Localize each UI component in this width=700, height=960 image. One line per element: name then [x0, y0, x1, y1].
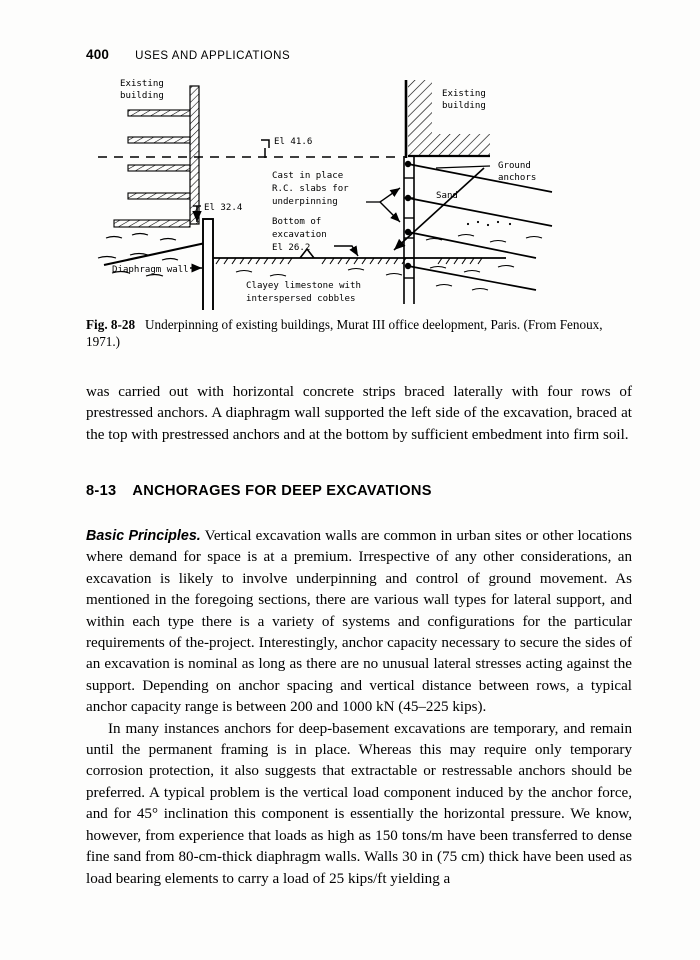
underpinning-diagram [86, 72, 626, 310]
bottom-excavation-line3: El 26.2 [272, 243, 311, 253]
basic-principles-text: Vertical excavation walls are common in urban sites or other locations where demand for space is at a premium. Irrespective of any other considerations, an excavation is likely to involve underpinning and control of ground movement. As mentioned in the foregoing sections, there are various wall types for lateral support, and within each type there is a variety of systems and configurations for the particular requirements of the-project. Interestingly, anchor capacity necessary to secure the sides of an excavation is nominal as long as there are no unusual lateral stresses acting against the support. Depending on anchor spacing and vertical distance between rows, a typical anchor capacity range is between 200 and 1000 kN (45–225 kips). [86, 528, 632, 716]
left-base-slab [114, 220, 190, 227]
cast-in-place-leader-up [380, 188, 400, 202]
ground-anchor [408, 266, 536, 290]
left-floor-slab [128, 110, 190, 116]
cast-in-place-group [272, 171, 400, 222]
anchor-head [405, 263, 411, 269]
left-building-label-line1: Existing [120, 79, 164, 89]
left-floor-slab [128, 193, 190, 199]
rock-hatch-ticks [216, 258, 482, 264]
main-body-block [86, 526, 632, 890]
left-floor-slab [128, 137, 190, 143]
cast-in-place-leader-down [380, 202, 400, 222]
clayey-limestone-line1: Clayey limestone with [246, 281, 361, 291]
anchors-temporary-paragraph: In many instances anchors for deep-basement excavations are temporary, and remain until the permanent framing is in place. Whereas this may require only temporary corrosion protection, it also suggests that extractable or restressable anchors should be preferred. A typical problem is the vertical load component induced by the anchor force, and for 45° inclination this component is essentially the horizontal pressure. We know, however, from experience that loads as high as 150 tons/m have been transferred to dense fine sand from 80-cm-thick diaphragm walls. Walls 30 in (75 cm) thick have been used as load bearing elements to carry a load of 25 kips/ft yielding a [86, 720, 632, 887]
running-head-title: USES AND APPLICATIONS [135, 50, 291, 62]
el-324-label: El 32.4 [204, 203, 243, 213]
ground-anchors-label-line1: Ground [498, 161, 531, 171]
ground-anchors-leader-tick [436, 166, 490, 168]
anchor-head [405, 161, 411, 167]
diaphragm-wall-label: Diaphragm wall [112, 265, 189, 275]
section-title: ANCHORAGES FOR DEEP EXCAVATIONS [132, 483, 432, 499]
right-soil-marks [426, 235, 542, 291]
gravel-dots [467, 221, 511, 226]
excavation-bottom-group [213, 249, 506, 276]
bottom-excavation-line2: excavation [272, 230, 327, 240]
cast-in-place-line3: underpinning [272, 197, 338, 207]
section-number: 8-13 [86, 483, 117, 499]
rock-marks [236, 269, 402, 277]
running-head [86, 47, 290, 62]
bottom-excavation-leader [334, 246, 358, 256]
bottom-of-excavation-group [272, 217, 358, 256]
ground-anchors-label-line2: anchors [498, 173, 537, 183]
left-building-label-line2: building [120, 91, 164, 101]
basic-principles-lead-in: Basic Principles. [86, 528, 201, 544]
anchor-head [405, 195, 411, 201]
right-building-label-line1: Existing [442, 89, 486, 99]
intro-paragraph: was carried out with horizontal concrete strips braced laterally with four rows of prestressed anchors. A diaphragm wall supported the left side of the excavation, braced at the top with prestressed anchors and at the bottom by sufficient embedment into firm soil. [86, 384, 632, 443]
figure-caption-text: Underpinning of existing buildings, Murat III office deelopment, Paris. (From Fenoux, 1971.) [86, 317, 603, 350]
diaphragm-wall-label-group [112, 265, 202, 275]
section-heading [86, 483, 432, 499]
cast-in-place-line1: Cast in place [272, 171, 344, 181]
figure-8-28 [86, 72, 626, 310]
right-building-label-line2: building [442, 101, 486, 111]
ground-anchor [408, 198, 552, 226]
left-floor-slab [128, 165, 190, 171]
basic-principles-paragraph [86, 526, 632, 719]
right-building-group [406, 80, 490, 158]
figure-number: Fig. 8-28 [86, 317, 136, 332]
left-prestressed-anchor [104, 242, 210, 265]
diaphragm-wall-member [203, 219, 213, 310]
left-building-column [190, 86, 199, 224]
clayey-limestone-line2: interspersed cobbles [246, 294, 356, 304]
page-number: 400 [86, 47, 110, 62]
clayey-limestone-group [246, 281, 361, 304]
intro-paragraph-block [86, 382, 632, 446]
el-416-tick [261, 140, 269, 158]
cast-in-place-line2: R.C. slabs for [272, 184, 349, 194]
figure-caption [86, 316, 632, 351]
bottom-excavation-line1: Bottom of [272, 217, 322, 227]
el-416-label: El 41.6 [274, 137, 313, 147]
sand-label: Sand [436, 191, 458, 201]
